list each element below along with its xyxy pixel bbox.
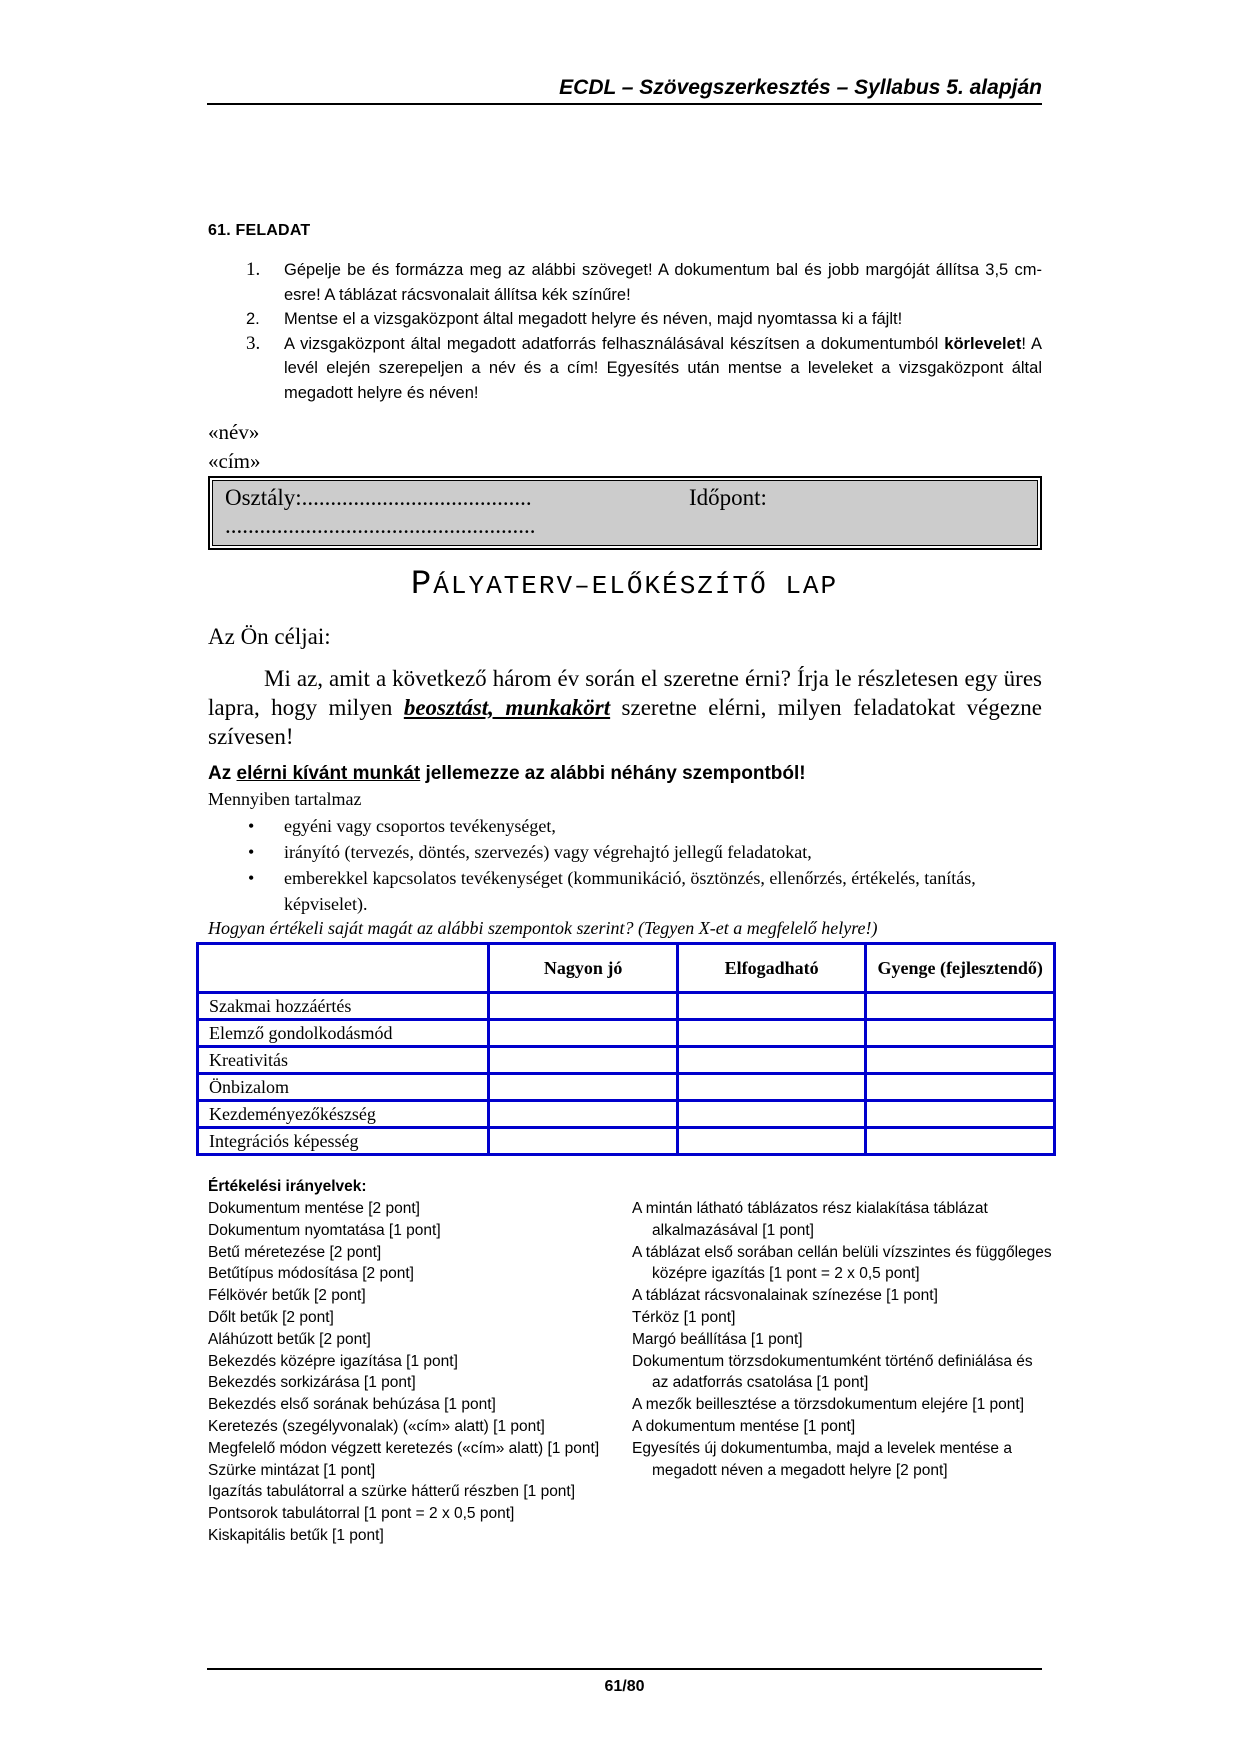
rating-cell[interactable] [677,1047,866,1074]
table-header-cell: Nagyon jó [489,944,678,993]
criteria-item: Keretezés (szegélyvonalak) («cím» alatt) [1 pont] [208,1417,545,1435]
rating-cell[interactable] [489,1101,678,1128]
criteria-item: Bekezdés sorkizárása [1 pont] [208,1374,416,1392]
task-text: Mentse el a vizsgaközpont által megadott helyre és néven, majd nyomtassa ki a fájlt! [284,310,903,328]
goals-label: Az Ön céljai: [208,624,331,649]
row-label: Kezdeményezőkészség [198,1101,489,1128]
criteria-item: Pontsorok tabulátorral [1 pont = 2 x 0,5 pont] [208,1505,515,1523]
class-date-box [208,476,1042,550]
table-row [198,1020,1055,1047]
criteria-item: A mezők beillesztése a törzsdokumentum elejére [1 pont] [632,1396,1025,1414]
table-row [198,1128,1055,1155]
criteria-item: Bekezdés első sorának behúzása [1 pont] [208,1396,496,1414]
task-text-part: ! A levél elején szerepeljen a név és a cím! Egyesítés után mentse a leveleket a vizsgaközpont által megadott helyre és néven! [284,334,1042,402]
table-row [198,993,1055,1020]
criteria-item: A dokumentum mentése [1 pont] [632,1417,856,1435]
table-header-cell: Elfogadható [677,944,866,993]
table-header-row [198,944,1055,993]
rating-cell[interactable] [866,1128,1055,1155]
table-row [198,1047,1055,1074]
criteria-item: Bekezdés középre igazítása [1 pont] [208,1352,458,1370]
goals-paragraph [208,664,1042,751]
self-rating-table [196,942,1056,1156]
header-title: ECDL – Szövegszerkesztés – Syllabus 5. alapján [559,76,1042,99]
rating-cell[interactable] [866,1101,1055,1128]
evaluation-question: Hogyan értékeli saját magát az alábbi szempontok szerint? (Tegyen X-et a megfelelő helyre!) [208,918,878,938]
criteria-item: Margó beállítása [1 pont] [632,1330,803,1348]
row-label: Szakmai hozzáértés [198,993,489,1020]
rating-cell[interactable] [677,993,866,1020]
task-number: 2. [246,310,260,328]
emphasized-text: beosztást, munkakört [403,695,611,720]
task-text [284,332,1042,406]
bullet-list [240,813,1030,917]
row-label: Kreativitás [198,1047,489,1074]
header-divider [207,103,1042,105]
merge-field-nev: «név» [208,420,260,444]
title-rest: ÁLYATERV–ELŐKÉSZÍTŐ LAP [433,571,839,601]
page-title [207,566,1042,604]
criteria-item: Térköz [1 pont] [632,1308,736,1326]
task-list [240,258,1042,405]
list-item-text: irányító (tervezés, döntés, szervezés) vagy végrehajtó jellegű feladatokat, [284,842,812,862]
rating-cell[interactable] [489,1020,678,1047]
paragraph-text: szeretne elérni, milyen feladatokat végezne szívesen! [208,695,1042,749]
list-item-text: emberekkel kapcsolatos tevékenységet (kommunikáció, ösztönzés, ellenőrzés, értékelés, tanítás, képviselet). [284,868,976,914]
task-text: Gépelje be és formázza meg az alábbi szöveget! A dokumentum bal és jobb margóját állítsa 3,5 cm-esre! A táblázat rácsvonalait állítsa kék színűre! [284,261,1042,304]
characterize-heading [208,763,806,785]
rating-cell[interactable] [866,1074,1055,1101]
title-initial: P [410,566,434,604]
table-header-cell: Gyenge (fejlesztendő) [866,944,1055,993]
rating-cell[interactable] [866,1020,1055,1047]
bullet-icon: • [248,842,255,862]
footer-divider [207,1668,1042,1670]
rating-cell[interactable] [489,1074,678,1101]
task-title: 61. FELADAT [208,222,311,239]
list-item [240,865,1030,917]
list-item-text: egyéni vagy csoportos tevékenységet, [284,816,556,836]
rating-cell[interactable] [489,993,678,1020]
merge-field-cim: «cím» [208,449,261,473]
heading-underlined: elérni kívánt munkát [236,763,421,784]
criteria-item: Igazítás tabulátorral a szürke hátterű részben [1 pont] [208,1483,576,1501]
row-label: Önbizalom [198,1074,489,1101]
osztaly-field: Osztály:........................................ [225,485,532,510]
page-number: 61/80 [604,1678,645,1695]
gray-shaded-area [212,480,1038,546]
rating-cell[interactable] [866,993,1055,1020]
criteria-item: Dokumentum nyomtatása [1 pont] [208,1221,441,1239]
paragraph-text: Mi az, amit a következő három év során el szeretne érni? Írja le részletesen egy üres lapra, hogy milyen [208,666,1042,720]
criteria-item: A táblázat rácsvonalainak színezése [1 pont] [632,1287,938,1305]
rating-cell[interactable] [677,1074,866,1101]
task-bold-keyword: körlevelet [944,334,1022,353]
task-item [240,332,1042,406]
task-text-part: A vizsgaközpont által megadott adatforrás felhasználásával készítsen a dokumentumból [284,334,945,353]
row-label: Elemző gondolkodásmód [198,1020,489,1047]
criteria-item: Aláhúzott betűk [2 pont] [208,1330,371,1348]
heading-text: jellemezze az alábbi néhány szempontból! [420,763,806,784]
bullets-intro: Mennyiben tartalmaz [208,789,362,809]
criteria-item: Betű méretezése [2 pont] [208,1243,382,1261]
task-number: 1. [246,259,261,280]
dotted-line: ...................................................... [225,513,536,538]
list-item [240,813,1030,839]
criteria-item: Dokumentum mentése [2 pont] [208,1200,420,1217]
table-header-cell [198,944,489,993]
row-label: Integrációs képesség [198,1128,489,1155]
criteria-left-column [208,1198,628,1547]
table-row [198,1074,1055,1101]
criteria-item: A táblázat első sorában cellán belüli vízszintes és függőleges középre igazítás [1 pont = 2 x 0,5 pont] [632,1243,1052,1283]
task-number: 3. [246,332,261,354]
bullet-icon: • [248,868,255,888]
rating-cell[interactable] [677,1020,866,1047]
rating-cell[interactable] [677,1128,866,1155]
task-item [240,258,1042,307]
criteria-item: Dokumentum törzsdokumentumként történő definiálása és az adatforrás csatolása [1 pont] [632,1352,1033,1392]
table-row [198,1101,1055,1128]
criteria-item: Megfelelő módon végzett keretezés («cím» alatt) [1 pont] [208,1439,600,1457]
criteria-item: Egyesítés új dokumentumba, majd a levelek mentése a megadott néven a megadott helyre [2 pont] [632,1439,1012,1479]
criteria-right-column [632,1198,1052,1481]
criteria-item: Félkövér betűk [2 pont] [208,1287,366,1305]
criteria-item: Szürke mintázat [1 pont] [208,1461,376,1479]
heading-text: Az [208,763,237,784]
rating-cell[interactable] [489,1047,678,1074]
rating-cell[interactable] [866,1047,1055,1074]
task-item [240,307,1042,332]
list-item [240,839,1030,865]
criteria-item: Dőlt betűk [2 pont] [208,1308,334,1326]
bullet-icon: • [248,816,255,836]
rating-cell[interactable] [677,1101,866,1128]
criteria-item: Betűtípus módosítása [2 pont] [208,1265,414,1283]
idopont-field: Időpont: [689,485,767,510]
rating-cell[interactable] [489,1128,678,1155]
criteria-title: Értékelési irányelvek: [208,1178,367,1195]
criteria-item: Kiskapitális betűk [1 pont] [208,1526,384,1544]
criteria-item: A mintán látható táblázatos rész kialakítása táblázat alkalmazásával [1 pont] [632,1200,988,1239]
